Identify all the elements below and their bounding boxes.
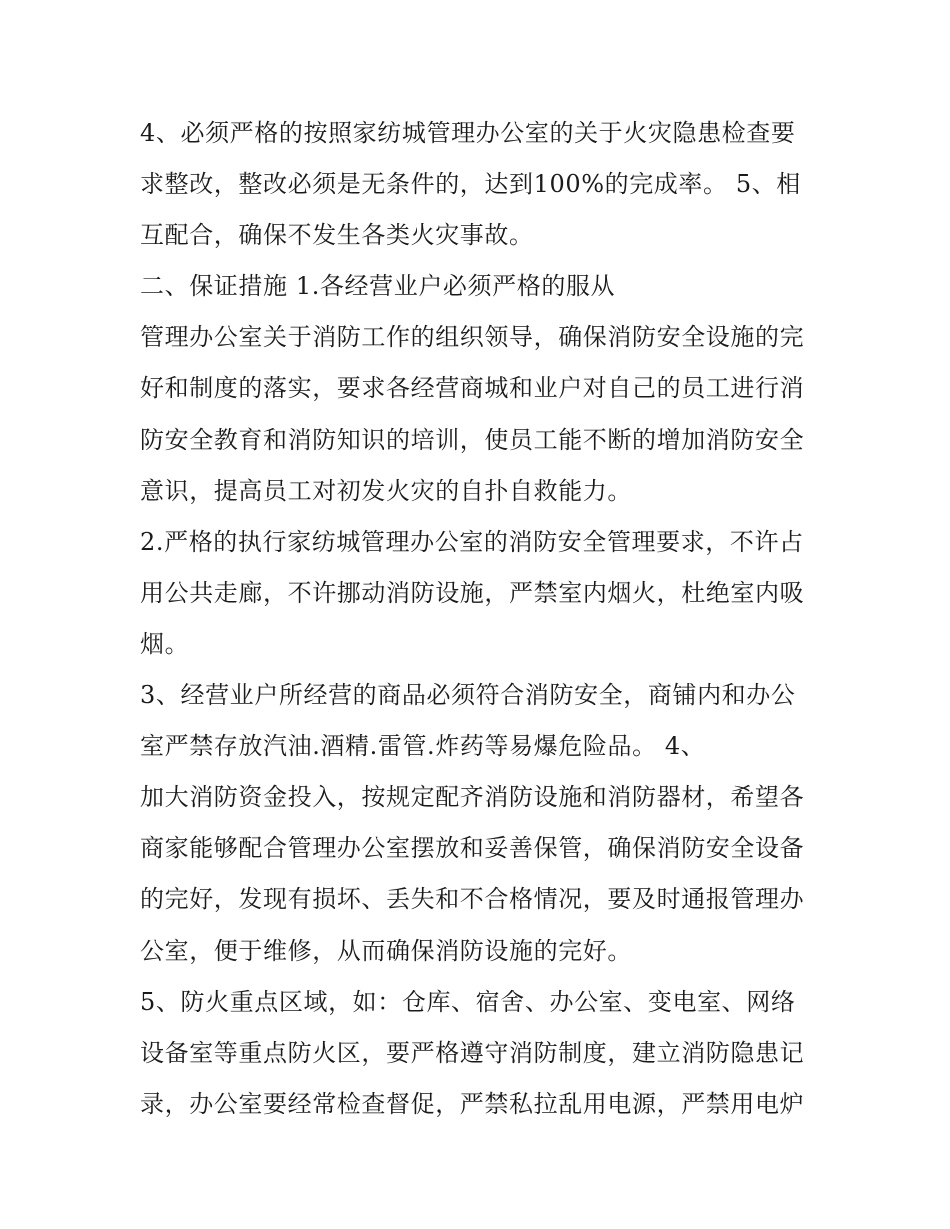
text-line: 录，办公室要经常检查督促，严禁私拉乱用电源，严禁用电炉 <box>140 1089 805 1118</box>
text-line: 设备室等重点防火区，要严格遵守消防制度，建立消防隐患记 <box>140 1038 805 1067</box>
text-line: 求整改，整改必须是无条件的，达到100%的完成率。 5、相 <box>140 170 801 199</box>
text-line: 4、必须严格的按照家纺城管理办公室的关于火灾隐患检查要 <box>140 119 796 147</box>
text-line: 加大消防资金投入，按规定配齐消防设施和消防器材，希望各 <box>140 783 805 812</box>
text-line: 的完好，发现有损坏、丢失和不合格情况，要及时通报管理办 <box>140 885 805 914</box>
text-line: 烟。 <box>140 629 190 658</box>
text-line: 5、防火重点区域，如：仓库、宿舍、办公室、变电室、网络 <box>140 987 796 1016</box>
text-line: 室严禁存放汽油.酒精.雷管.炸药等易爆危险品。 4、 <box>140 732 706 761</box>
text-line: 3、经营业户所经营的商品必须符合消防安全，商铺内和办公 <box>140 681 796 710</box>
text-line: 二、保证措施 1.各经营业户必须严格的服从 <box>140 272 616 301</box>
text-line: 公室，便于维修，从而确保消防设施的完好。 <box>140 936 632 965</box>
text-line: 用公共走廊，不许挪动消防设施，严禁室内烟火，杜绝室内吸 <box>140 578 805 607</box>
text-line: 商家能够配合管理办公室摆放和妥善保管，确保消防安全设备 <box>140 834 805 863</box>
text-line: 管理办公室关于消防工作的组织领导，确保消防安全设施的完 <box>140 323 805 352</box>
text-line: 好和制度的落实，要求各经营商城和业户对自己的员工进行消 <box>140 374 805 403</box>
document-body <box>140 108 820 1130</box>
text-line: 互配合，确保不发生各类火灾事故。 <box>140 221 534 250</box>
text-line: 2.严格的执行家纺城管理办公室的消防安全管理要求，不许占 <box>140 527 804 556</box>
text-line: 防安全教育和消防知识的培训，使员工能不断的增加消防安全 <box>140 425 805 454</box>
text-line: 意识，提高员工对初发火灾的自扑自救能力。 <box>140 476 632 505</box>
